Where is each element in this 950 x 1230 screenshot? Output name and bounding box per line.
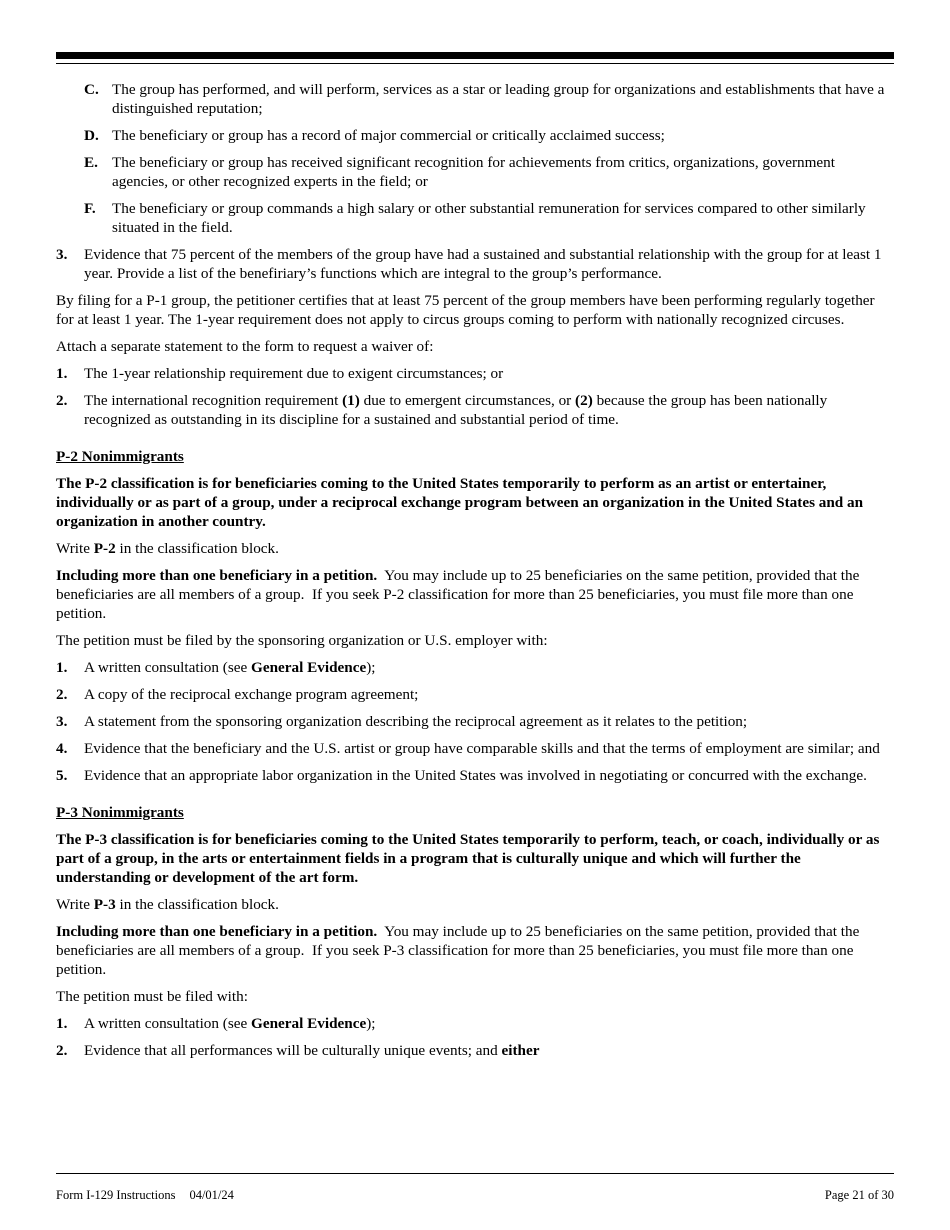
p2-list-item-3: 3. A statement from the sponsoring organization describing the reciprocal agreement as it relates to the petition; [56, 713, 748, 730]
p2-heading: P-2 Nonimmigrants [56, 448, 184, 465]
p3-filed-with: The petition must be filed with: [56, 988, 248, 1005]
waiver-intro: Attach a separate statement to the form to request a waiver of: [56, 338, 434, 355]
p2-filed-with: The petition must be filed by the sponsoring organization or U.S. employer with: [56, 632, 548, 649]
p3-including-paragraph: Including more than one beneficiary in a petition. You may include up to 25 beneficiaries on the same petition, provided that the beneficiaries are all members of a group. If you seek P-3 classification for more than 25 beneficiaries, you must file more than one petition. [56, 923, 864, 978]
p2-including-paragraph: Including more than one beneficiary in a petition. You may include up to 25 beneficiaries on the same petition, provided that the beneficiaries are all members of a group. If you seek P-2 classification for more than 25 beneficiaries, you must file more than one petition. [56, 567, 864, 622]
list-item-d: D. The beneficiary or group has a record of major commercial or critically acclaimed success; [84, 127, 665, 144]
list-item-e: E. The beneficiary or group has received significant recognition for achievements from critics, organizations, government agencies, or other recognized experts in the field; or [84, 154, 835, 190]
page-footer [56, 1186, 894, 1205]
p2-list-item-5: 5. Evidence that an appropriate labor organization in the United States was involved in negotiating or concurred with the exchange. [56, 767, 867, 784]
p2-list-item-2: 2. A copy of the reciprocal exchange program agreement; [56, 686, 419, 703]
list-item-3: 3. Evidence that 75 percent of the members of the group have had a sustained and substantial relationship with the group for at least 1 year. Provide a list of the benefiriary’s functions which are integral to the group’s performance. [56, 246, 882, 282]
p3-list-item-2: 2. Evidence that all performances will be culturally unique events; and either [56, 1042, 540, 1059]
p3-heading: P-3 Nonimmigrants [56, 804, 184, 821]
header-thick-rule [56, 52, 894, 59]
p2-list-item-4: 4. Evidence that the beneficiary and the U.S. artist or group have comparable skills and that the terms of employment are similar; and [56, 740, 880, 757]
waiver-item-1: 1. The 1-year relationship requirement due to exigent circumstances; or [56, 365, 504, 382]
footer-page-number: Page 21 of 30 [824, 1188, 894, 1202]
footer-form-info: Form I-129 Instructions 04/01/24 [56, 1188, 234, 1202]
p3-write-instruction: Write P-3 in the classification block. [56, 896, 279, 913]
list-item-f: F. The beneficiary or group commands a high salary or other substantial remuneration for services compared to other similarly situated in the field. [84, 200, 866, 236]
list-item-c: C. The group has performed, and will perform, services as a star or leading group for organizations and establishments that have a distinguished reputation; [84, 81, 885, 117]
p1-group-paragraph: By filing for a P-1 group, the petitioner certifies that at least 75 percent of the group members have been performing regularly together for at least 1 year. The 1-year requirement does not apply to circus groups coming to perform with nationally recognized circuses. [56, 292, 875, 328]
page-content [56, 80, 894, 1068]
waiver-item-2: 2. The international recognition requirement (1) due to emergent circumstances, or (2) because the group has been nationally recognized as outstanding in its discipline for a sustained and substantial period of time. [56, 392, 828, 428]
p2-write-instruction: Write P-2 in the classification block. [56, 540, 279, 557]
footer-rule [56, 1173, 894, 1174]
p3-intro: The P-3 classification is for beneficiaries coming to the United States temporarily to perform, teach, or coach, individually or as part of a group, in the arts or entertainment fields in a program that is culturally unique and which will further the understanding or development of the art form. [56, 831, 880, 886]
p2-intro: The P-2 classification is for beneficiaries coming to the United States temporarily to perform as an artist or entertainer, individually or as part of a group, under a reciprocal exchange program between an organization in the United States and an organization in another country. [56, 475, 864, 530]
p2-list-item-1: 1. A written consultation (see General Evidence); [56, 659, 376, 676]
p3-list-item-1: 1. A written consultation (see General Evidence); [56, 1015, 376, 1032]
header-thin-rule [56, 63, 894, 64]
